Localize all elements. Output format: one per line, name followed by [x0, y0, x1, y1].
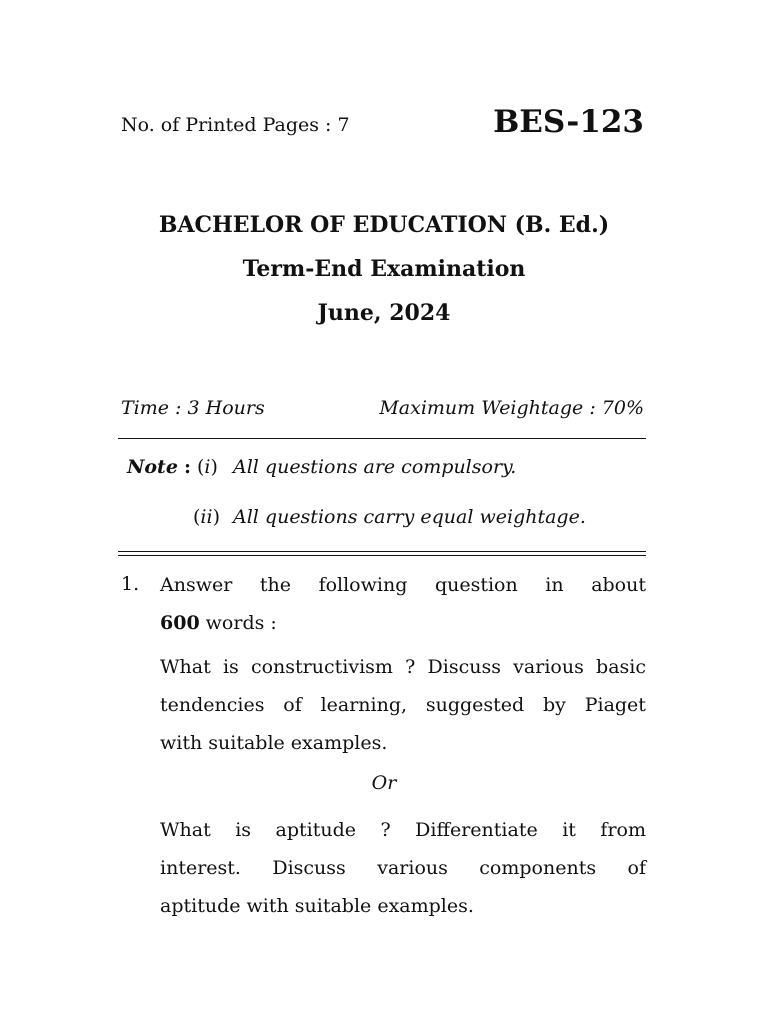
paper-code: BES-123 — [493, 104, 644, 140]
divider-rule — [118, 438, 646, 439]
word: aptitude — [275, 819, 357, 841]
word: various — [513, 656, 584, 678]
word: basic — [596, 656, 646, 678]
note-item-text: All questions are compulsory. — [233, 456, 517, 478]
word: following — [318, 574, 408, 596]
word: in — [545, 574, 564, 596]
exam-title: Term-End Examination — [242, 256, 526, 282]
word: with suitable examples. — [160, 732, 388, 754]
word: is — [222, 656, 239, 678]
note-item-number: (i) — [197, 456, 218, 478]
word: question — [434, 574, 518, 596]
word: components — [479, 857, 597, 879]
question-option-a — [160, 648, 646, 762]
question-instruction — [160, 566, 646, 642]
word: from — [600, 819, 646, 841]
double-divider-rule — [118, 551, 646, 556]
question-number: 1. — [121, 573, 140, 595]
word: Discuss — [427, 656, 501, 678]
word: interest. — [160, 857, 241, 879]
printed-pages-count: No. of Printed Pages : 7 — [121, 114, 350, 136]
note-label: Note — [127, 456, 178, 478]
word: ? — [405, 656, 416, 678]
word: of — [283, 694, 302, 716]
word: is — [235, 819, 252, 841]
programme-title: BACHELOR OF EDUCATION (B. Ed.) — [158, 212, 610, 238]
word: words : — [205, 612, 277, 634]
max-weightage: Maximum Weightage : 70% — [379, 397, 644, 419]
word: aptitude with suitable examples. — [160, 895, 474, 917]
word: of — [627, 857, 646, 879]
or-separator: Or — [371, 772, 397, 794]
word: the — [259, 574, 291, 596]
exam-session: June, 2024 — [317, 300, 451, 326]
word: Discuss — [272, 857, 346, 879]
word: suggested — [425, 694, 525, 716]
word: ? — [380, 819, 391, 841]
note-item-text: All questions carry equal weightage. — [233, 506, 586, 528]
word-count: 600 — [160, 612, 200, 634]
word: Differentiate — [415, 819, 538, 841]
word: it — [562, 819, 576, 841]
word: various — [377, 857, 448, 879]
word: What — [160, 656, 211, 678]
word: constructivism — [250, 656, 393, 678]
word: Answer — [160, 574, 233, 596]
note-colon: : — [184, 456, 192, 478]
question-option-b — [160, 811, 646, 925]
note-item-number: (ii) — [193, 506, 220, 528]
word: about — [591, 574, 646, 596]
word: by — [543, 694, 566, 716]
word: tendencies — [160, 694, 265, 716]
exam-time: Time : 3 Hours — [121, 397, 265, 419]
word: learning, — [320, 694, 408, 716]
word: Piaget — [584, 694, 646, 716]
word: What — [160, 819, 211, 841]
